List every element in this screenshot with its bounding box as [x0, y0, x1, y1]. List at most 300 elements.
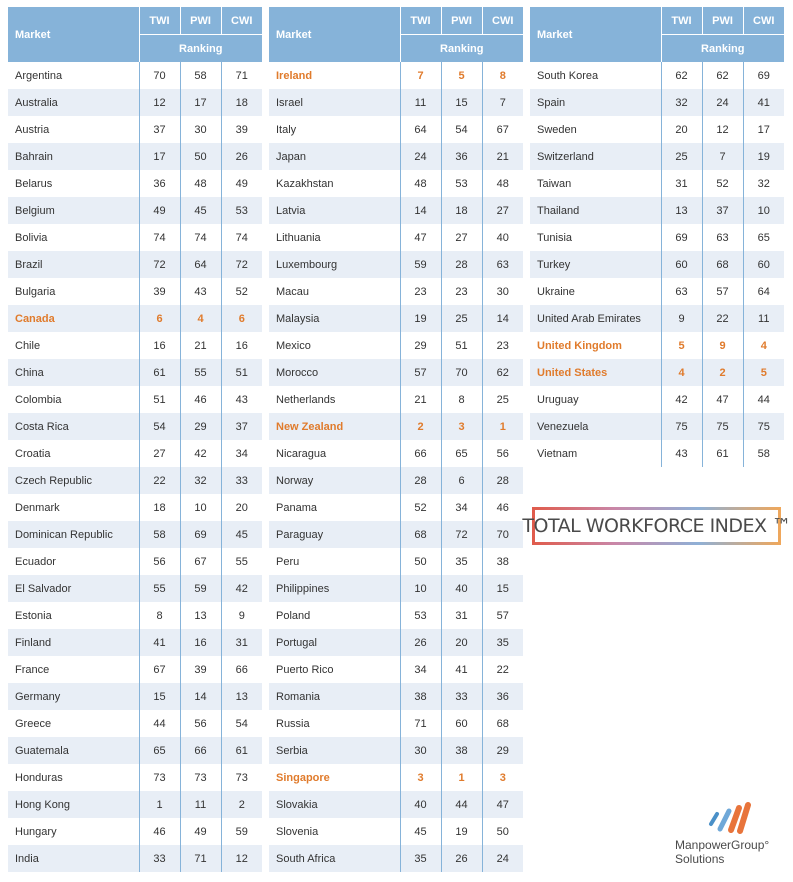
table-row: [8, 818, 262, 845]
pwi-rank-cell: 20: [441, 629, 482, 656]
market-cell: South Africa: [269, 845, 400, 872]
pwi-rank-cell: 55: [180, 359, 221, 386]
pwi-rank-cell: 14: [180, 683, 221, 710]
pwi-rank-cell: 5: [441, 62, 482, 89]
pwi-rank-cell: 56: [180, 710, 221, 737]
cwi-rank-cell: 8: [482, 62, 523, 89]
market-cell: Hungary: [8, 818, 139, 845]
market-cell: Tunisia: [530, 224, 661, 251]
twi-column-header: TWI: [661, 7, 702, 35]
pwi-rank-cell: 22: [702, 305, 743, 332]
market-cell: Vietnam: [530, 440, 661, 467]
market-cell: Colombia: [8, 386, 139, 413]
pwi-rank-cell: 66: [180, 737, 221, 764]
table-row: [269, 521, 523, 548]
twi-rank-cell: 16: [139, 332, 180, 359]
table-row: [530, 62, 784, 89]
pwi-rank-cell: 30: [180, 116, 221, 143]
table-row: [530, 413, 784, 440]
market-cell: Ireland: [269, 62, 400, 89]
twi-rank-cell: 20: [661, 116, 702, 143]
table-row: [269, 143, 523, 170]
market-cell: Brazil: [8, 251, 139, 278]
cwi-rank-cell: 1: [482, 413, 523, 440]
pwi-rank-cell: 49: [180, 818, 221, 845]
market-cell: Singapore: [269, 764, 400, 791]
pwi-rank-cell: 40: [441, 575, 482, 602]
table-row: [269, 278, 523, 305]
twi-rank-cell: 63: [661, 278, 702, 305]
market-cell: France: [8, 656, 139, 683]
twi-rank-cell: 68: [400, 521, 441, 548]
table-row: [269, 737, 523, 764]
twi-rank-cell: 58: [139, 521, 180, 548]
twi-rank-cell: 26: [400, 629, 441, 656]
table-row: [8, 791, 262, 818]
pwi-rank-cell: 60: [441, 710, 482, 737]
market-cell: Venezuela: [530, 413, 661, 440]
twi-rank-cell: 35: [400, 845, 441, 872]
market-cell: Ukraine: [530, 278, 661, 305]
twi-rank-cell: 17: [139, 143, 180, 170]
market-cell: El Salvador: [8, 575, 139, 602]
twi-rank-cell: 25: [661, 143, 702, 170]
twi-rank-cell: 12: [139, 89, 180, 116]
market-cell: Germany: [8, 683, 139, 710]
pwi-column-header: PWI: [702, 7, 743, 35]
twi-rank-cell: 66: [400, 440, 441, 467]
pwi-rank-cell: 50: [180, 143, 221, 170]
twi-rank-cell: 40: [400, 791, 441, 818]
market-cell: Belarus: [8, 170, 139, 197]
market-cell: Austria: [8, 116, 139, 143]
cwi-rank-cell: 10: [743, 197, 784, 224]
cwi-rank-cell: 42: [221, 575, 262, 602]
table-row: [8, 521, 262, 548]
cwi-rank-cell: 14: [482, 305, 523, 332]
table-row: [269, 62, 523, 89]
market-cell: Poland: [269, 602, 400, 629]
cwi-rank-cell: 15: [482, 575, 523, 602]
pwi-rank-cell: 47: [702, 386, 743, 413]
cwi-column-header: CWI: [743, 7, 784, 35]
table-row: [269, 359, 523, 386]
pwi-rank-cell: 61: [702, 440, 743, 467]
market-cell: United Kingdom: [530, 332, 661, 359]
twi-rank-cell: 46: [139, 818, 180, 845]
cwi-rank-cell: 54: [221, 710, 262, 737]
pwi-rank-cell: 42: [180, 440, 221, 467]
table-row: [530, 359, 784, 386]
twi-rank-cell: 73: [139, 764, 180, 791]
pwi-rank-cell: 62: [702, 62, 743, 89]
market-cell: Latvia: [269, 197, 400, 224]
pwi-rank-cell: 19: [441, 818, 482, 845]
cwi-rank-cell: 62: [482, 359, 523, 386]
cwi-rank-cell: 51: [221, 359, 262, 386]
pwi-rank-cell: 8: [441, 386, 482, 413]
market-cell: Netherlands: [269, 386, 400, 413]
cwi-rank-cell: 28: [482, 467, 523, 494]
cwi-rank-cell: 47: [482, 791, 523, 818]
table-row: [8, 764, 262, 791]
twi-rank-cell: 48: [400, 170, 441, 197]
ranking-header: Ranking: [139, 35, 262, 63]
table-row: [269, 224, 523, 251]
cwi-rank-cell: 41: [743, 89, 784, 116]
twi-rank-cell: 57: [400, 359, 441, 386]
ranking-table-1: [8, 7, 262, 872]
table-body: [8, 62, 262, 872]
pwi-rank-cell: 65: [441, 440, 482, 467]
table-row: [530, 440, 784, 467]
pwi-rank-cell: 25: [441, 305, 482, 332]
table-row: [8, 170, 262, 197]
twi-rank-cell: 6: [139, 305, 180, 332]
pwi-rank-cell: 26: [441, 845, 482, 872]
pwi-rank-cell: 58: [180, 62, 221, 89]
cwi-rank-cell: 73: [221, 764, 262, 791]
market-cell: Australia: [8, 89, 139, 116]
table-row: [269, 170, 523, 197]
twi-rank-cell: 61: [139, 359, 180, 386]
pwi-rank-cell: 45: [180, 197, 221, 224]
cwi-rank-cell: 65: [743, 224, 784, 251]
pwi-rank-cell: 48: [180, 170, 221, 197]
pwi-rank-cell: 35: [441, 548, 482, 575]
twi-rank-cell: 24: [400, 143, 441, 170]
market-column-header: Market: [8, 7, 139, 62]
table-row: [8, 386, 262, 413]
market-cell: Bahrain: [8, 143, 139, 170]
cwi-rank-cell: 74: [221, 224, 262, 251]
ranking-header: Ranking: [661, 35, 784, 63]
table-row: [8, 683, 262, 710]
market-cell: Puerto Rico: [269, 656, 400, 683]
table-row: [530, 278, 784, 305]
cwi-column-header: CWI: [221, 7, 262, 35]
pwi-rank-cell: 53: [441, 170, 482, 197]
pwi-rank-cell: 59: [180, 575, 221, 602]
market-cell: Argentina: [8, 62, 139, 89]
cwi-rank-cell: 23: [482, 332, 523, 359]
cwi-rank-cell: 66: [221, 656, 262, 683]
cwi-rank-cell: 53: [221, 197, 262, 224]
cwi-rank-cell: 31: [221, 629, 262, 656]
market-cell: Costa Rica: [8, 413, 139, 440]
table-row: [8, 413, 262, 440]
table-row: [8, 116, 262, 143]
pwi-rank-cell: 32: [180, 467, 221, 494]
twi-column-header: TWI: [400, 7, 441, 35]
market-cell: Thailand: [530, 197, 661, 224]
pwi-rank-cell: 12: [702, 116, 743, 143]
table-row: [8, 710, 262, 737]
cwi-rank-cell: 35: [482, 629, 523, 656]
twi-rank-cell: 70: [139, 62, 180, 89]
table-row: [530, 332, 784, 359]
cwi-rank-cell: 9: [221, 602, 262, 629]
market-cell: Israel: [269, 89, 400, 116]
market-cell: Belgium: [8, 197, 139, 224]
market-cell: Philippines: [269, 575, 400, 602]
pwi-rank-cell: 27: [441, 224, 482, 251]
brand-subtitle: Solutions: [675, 852, 725, 866]
market-cell: Macau: [269, 278, 400, 305]
market-cell: Peru: [269, 548, 400, 575]
pwi-column-header: PWI: [441, 7, 482, 35]
twi-rank-cell: 21: [400, 386, 441, 413]
market-cell: Luxembourg: [269, 251, 400, 278]
table-row: [269, 575, 523, 602]
market-cell: Lithuania: [269, 224, 400, 251]
pwi-rank-cell: 57: [702, 278, 743, 305]
twi-rank-cell: 53: [400, 602, 441, 629]
pwi-rank-cell: 54: [441, 116, 482, 143]
manpowergroup-mark-icon: [708, 802, 752, 836]
market-cell: Guatemala: [8, 737, 139, 764]
market-cell: Russia: [269, 710, 400, 737]
market-cell: Slovakia: [269, 791, 400, 818]
pwi-rank-cell: 23: [441, 278, 482, 305]
market-cell: South Korea: [530, 62, 661, 89]
cwi-rank-cell: 33: [221, 467, 262, 494]
table-row: [269, 845, 523, 872]
pwi-rank-cell: 15: [441, 89, 482, 116]
pwi-rank-cell: 18: [441, 197, 482, 224]
table-row: [530, 143, 784, 170]
pwi-rank-cell: 41: [441, 656, 482, 683]
cwi-rank-cell: 58: [743, 440, 784, 467]
twi-rank-cell: 47: [400, 224, 441, 251]
brand-name: ManpowerGroup°: [675, 838, 770, 852]
table-body: [530, 62, 784, 467]
cwi-rank-cell: 46: [482, 494, 523, 521]
pwi-rank-cell: 68: [702, 251, 743, 278]
market-cell: Kazakhstan: [269, 170, 400, 197]
market-cell: Portugal: [269, 629, 400, 656]
market-cell: Italy: [269, 116, 400, 143]
cwi-rank-cell: 44: [743, 386, 784, 413]
total-workforce-index-logo: [522, 507, 791, 545]
cwi-rank-cell: 69: [743, 62, 784, 89]
twi-rank-cell: 72: [139, 251, 180, 278]
table-row: [269, 683, 523, 710]
pwi-rank-cell: 11: [180, 791, 221, 818]
cwi-rank-cell: 29: [482, 737, 523, 764]
cwi-rank-cell: 40: [482, 224, 523, 251]
cwi-rank-cell: 37: [221, 413, 262, 440]
market-cell: Morocco: [269, 359, 400, 386]
twi-rank-cell: 28: [400, 467, 441, 494]
twi-rank-cell: 32: [661, 89, 702, 116]
market-cell: Panama: [269, 494, 400, 521]
cwi-column-header: CWI: [482, 7, 523, 35]
table-row: [8, 440, 262, 467]
table-row: [269, 494, 523, 521]
table-row: [8, 656, 262, 683]
cwi-rank-cell: 45: [221, 521, 262, 548]
table-row: [8, 143, 262, 170]
market-cell: Spain: [530, 89, 661, 116]
table-row: [8, 278, 262, 305]
table-row: [8, 602, 262, 629]
market-cell: Chile: [8, 332, 139, 359]
twi-rank-cell: 62: [661, 62, 702, 89]
pwi-rank-cell: 10: [180, 494, 221, 521]
cwi-rank-cell: 20: [221, 494, 262, 521]
market-cell: Uruguay: [530, 386, 661, 413]
twi-rank-cell: 56: [139, 548, 180, 575]
pwi-rank-cell: 36: [441, 143, 482, 170]
cwi-rank-cell: 27: [482, 197, 523, 224]
cwi-rank-cell: 63: [482, 251, 523, 278]
table-row: [530, 305, 784, 332]
market-cell: United States: [530, 359, 661, 386]
market-cell: Switzerland: [530, 143, 661, 170]
market-cell: Turkey: [530, 251, 661, 278]
twi-rank-cell: 33: [139, 845, 180, 872]
pwi-rank-cell: 52: [702, 170, 743, 197]
pwi-rank-cell: 70: [441, 359, 482, 386]
table-row: [8, 359, 262, 386]
twi-rank-cell: 51: [139, 386, 180, 413]
table-row: [530, 251, 784, 278]
cwi-rank-cell: 49: [221, 170, 262, 197]
cwi-rank-cell: 64: [743, 278, 784, 305]
market-cell: United Arab Emirates: [530, 305, 661, 332]
table-row: [269, 386, 523, 413]
table-row: [530, 197, 784, 224]
table-row: [8, 548, 262, 575]
twi-rank-cell: 15: [139, 683, 180, 710]
twi-column-header: TWI: [139, 7, 180, 35]
twi-rank-cell: 22: [139, 467, 180, 494]
cwi-rank-cell: 24: [482, 845, 523, 872]
market-cell: China: [8, 359, 139, 386]
table-row: [8, 467, 262, 494]
table-row: [8, 305, 262, 332]
cwi-rank-cell: 75: [743, 413, 784, 440]
cwi-rank-cell: 39: [221, 116, 262, 143]
market-cell: Slovenia: [269, 818, 400, 845]
manpowergroup-solutions-logo: [675, 802, 785, 872]
pwi-rank-cell: 13: [180, 602, 221, 629]
twi-rank-cell: 14: [400, 197, 441, 224]
pwi-rank-cell: 73: [180, 764, 221, 791]
pwi-rank-cell: 24: [702, 89, 743, 116]
table-row: [8, 251, 262, 278]
cwi-rank-cell: 59: [221, 818, 262, 845]
pwi-rank-cell: 4: [180, 305, 221, 332]
cwi-rank-cell: 4: [743, 332, 784, 359]
market-cell: Nicaragua: [269, 440, 400, 467]
table-row: [530, 116, 784, 143]
pwi-rank-cell: 75: [702, 413, 743, 440]
twi-rank-cell: 54: [139, 413, 180, 440]
market-cell: Taiwan: [530, 170, 661, 197]
total-workforce-index-logo-text: TOTAL WORKFORCE INDEX ™: [522, 515, 791, 537]
pwi-rank-cell: 3: [441, 413, 482, 440]
twi-rank-cell: 49: [139, 197, 180, 224]
table-row: [530, 89, 784, 116]
cwi-rank-cell: 34: [221, 440, 262, 467]
cwi-rank-cell: 17: [743, 116, 784, 143]
market-cell: Bolivia: [8, 224, 139, 251]
table-row: [269, 305, 523, 332]
market-cell: Croatia: [8, 440, 139, 467]
cwi-rank-cell: 50: [482, 818, 523, 845]
market-cell: Honduras: [8, 764, 139, 791]
table-row: [8, 629, 262, 656]
pwi-rank-cell: 63: [702, 224, 743, 251]
cwi-rank-cell: 70: [482, 521, 523, 548]
table-row: [530, 386, 784, 413]
twi-rank-cell: 69: [661, 224, 702, 251]
table-row: [269, 629, 523, 656]
cwi-rank-cell: 55: [221, 548, 262, 575]
market-cell: Japan: [269, 143, 400, 170]
pwi-rank-cell: 6: [441, 467, 482, 494]
table-body: [269, 62, 523, 872]
cwi-rank-cell: 26: [221, 143, 262, 170]
cwi-rank-cell: 43: [221, 386, 262, 413]
market-cell: Hong Kong: [8, 791, 139, 818]
pwi-rank-cell: 71: [180, 845, 221, 872]
cwi-rank-cell: 22: [482, 656, 523, 683]
twi-rank-cell: 7: [400, 62, 441, 89]
cwi-rank-cell: 30: [482, 278, 523, 305]
cwi-rank-cell: 72: [221, 251, 262, 278]
pwi-rank-cell: 64: [180, 251, 221, 278]
table-row: [8, 62, 262, 89]
pwi-rank-cell: 51: [441, 332, 482, 359]
table-row: [530, 224, 784, 251]
table-row: [269, 764, 523, 791]
twi-rank-cell: 43: [661, 440, 702, 467]
market-cell: Paraguay: [269, 521, 400, 548]
cwi-rank-cell: 38: [482, 548, 523, 575]
pwi-rank-cell: 16: [180, 629, 221, 656]
cwi-rank-cell: 48: [482, 170, 523, 197]
cwi-rank-cell: 21: [482, 143, 523, 170]
ranking-table-3: [530, 7, 784, 467]
market-cell: Canada: [8, 305, 139, 332]
table-row: [269, 656, 523, 683]
table-row: [8, 494, 262, 521]
pwi-rank-cell: 1: [441, 764, 482, 791]
market-cell: Denmark: [8, 494, 139, 521]
twi-rank-cell: 4: [661, 359, 702, 386]
table-row: [269, 548, 523, 575]
twi-rank-cell: 38: [400, 683, 441, 710]
table-row: [269, 791, 523, 818]
cwi-rank-cell: 25: [482, 386, 523, 413]
table-row: [269, 413, 523, 440]
market-cell: Greece: [8, 710, 139, 737]
cwi-rank-cell: 36: [482, 683, 523, 710]
market-cell: Czech Republic: [8, 467, 139, 494]
cwi-rank-cell: 32: [743, 170, 784, 197]
table-row: [8, 197, 262, 224]
twi-rank-cell: 29: [400, 332, 441, 359]
table-row: [269, 710, 523, 737]
market-cell: Dominican Republic: [8, 521, 139, 548]
twi-rank-cell: 42: [661, 386, 702, 413]
twi-rank-cell: 44: [139, 710, 180, 737]
pwi-rank-cell: 31: [441, 602, 482, 629]
table-row: [269, 602, 523, 629]
